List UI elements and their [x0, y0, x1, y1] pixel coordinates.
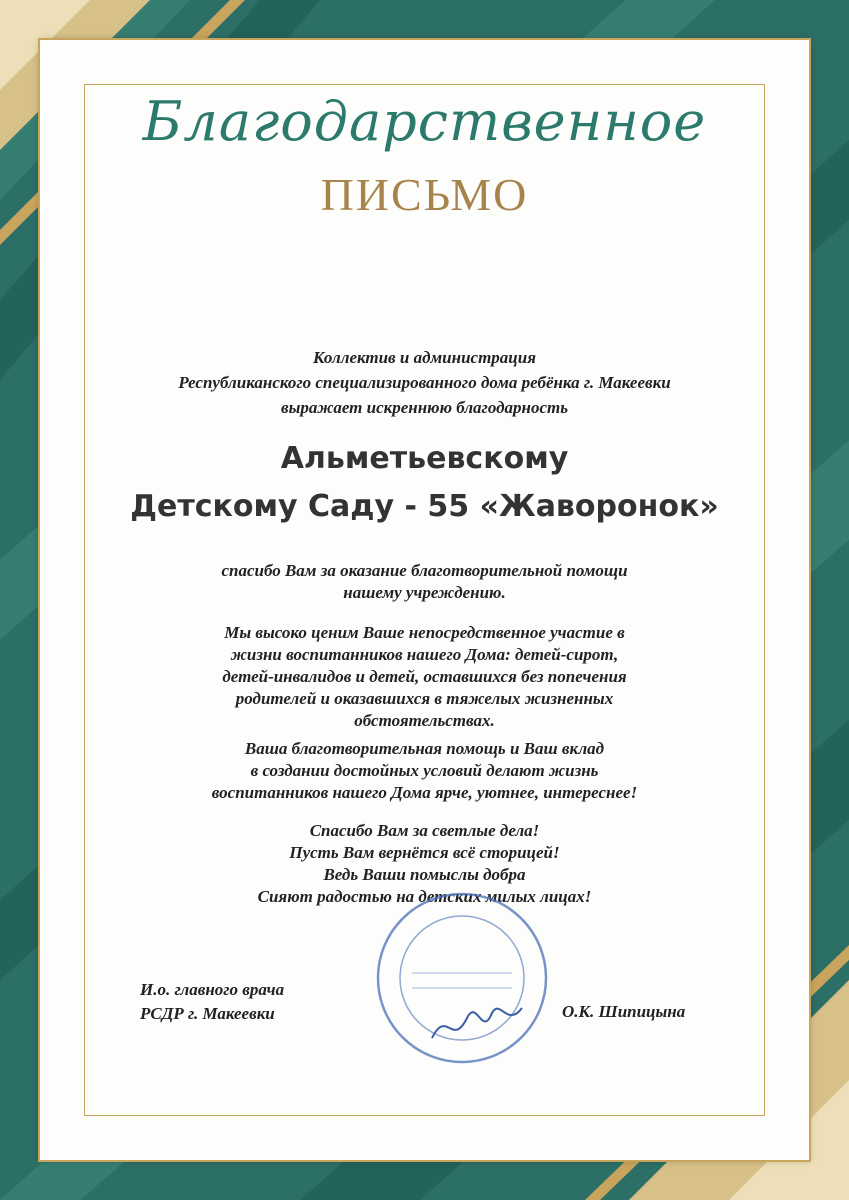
position-line: РСДР г. Макеевки — [140, 1004, 275, 1023]
recipient-line: Детскому Саду - 55 «Жаворонок» — [130, 489, 719, 524]
verse-line: Пусть Вам вернётся всё сторицей! — [289, 843, 560, 862]
intro-line: Коллектив и администрация — [313, 348, 536, 367]
verse-line: Ведь Ваши помыслы добра — [323, 865, 526, 884]
paragraph-appreciation — [40, 622, 809, 732]
paragraph-line: спасибо Вам за оказание благотворительной помощи — [221, 561, 628, 580]
paragraph-line: детей-инвалидов и детей, оставшихся без попечения — [222, 667, 627, 686]
position-line: И.о. главного врача — [140, 980, 285, 999]
title-script: Благодарственное — [142, 90, 707, 153]
paragraph-line: Ваша благотворительная помощь и Ваш вклад — [244, 739, 605, 758]
intro-line: выражает искреннюю благодарность — [281, 398, 568, 417]
letter-paper — [40, 40, 809, 1160]
official-stamp — [372, 888, 552, 1068]
recipient-name — [40, 435, 809, 531]
paragraph-thanks — [40, 560, 809, 604]
paragraph-line: нашему учреждению. — [343, 583, 506, 602]
paragraph-line: в создании достойных условий делают жизнь — [250, 761, 599, 780]
paragraph-contribution — [40, 738, 809, 804]
title-main: ПИСЬМО — [320, 169, 529, 220]
paragraph-line: жизни воспитанников нашего Дома: детей-сирот, — [230, 645, 619, 664]
verse-line: Сияют радостью на детских милых лицах! — [257, 887, 592, 906]
recipient-line: Альметьевскому — [280, 441, 569, 476]
paragraph-line: родителей и оказавшихся в тяжелых жизненных — [235, 689, 614, 708]
signatory-position — [140, 978, 284, 1026]
signatory-name: О.К. Шипицына — [562, 1002, 686, 1021]
paragraph-line: Мы высоко ценим Ваше непосредственное участие в — [224, 623, 625, 642]
handwritten-signature — [432, 1008, 522, 1038]
intro-text — [40, 345, 809, 420]
intro-line: Республиканского специализированного дома ребёнка г. Макеевки — [178, 373, 671, 392]
paragraph-line: обстоятельствах. — [354, 711, 495, 730]
paragraph-line: воспитанников нашего Дома ярче, уютнее, интереснее! — [211, 783, 638, 802]
verse-line: Спасибо Вам за светлые дела! — [309, 821, 540, 840]
